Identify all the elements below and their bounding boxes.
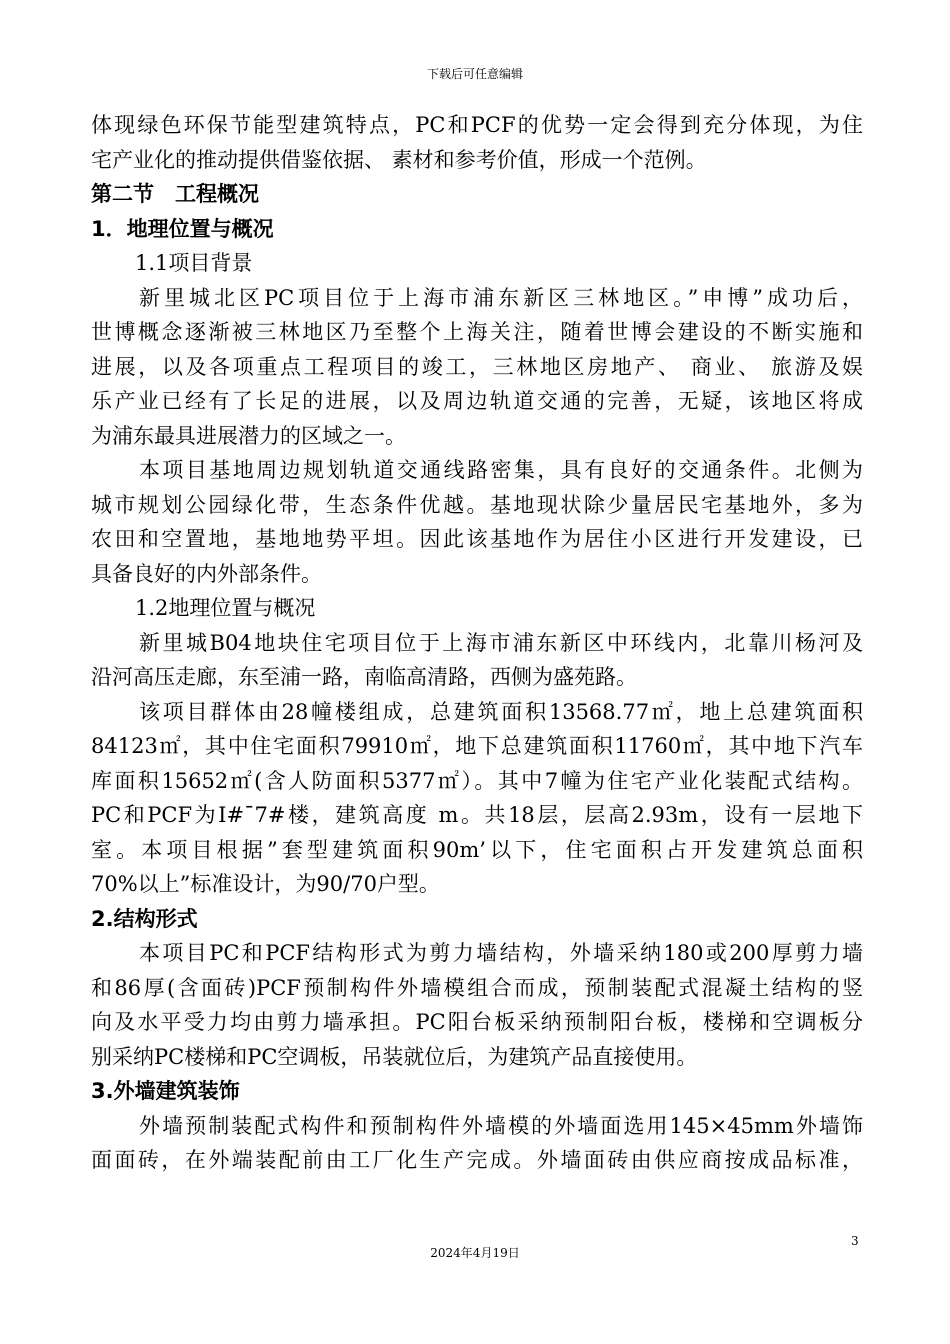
- paragraph-line: 具备良好的内外部条件。: [91, 561, 322, 586]
- page-footer-date: 2024年4月19日: [430, 1246, 520, 1260]
- paragraph-line: 70%以上”标准设计，为90/70户型。: [91, 872, 440, 896]
- paragraph-line: 和86厚(含面砖)PCF预制构件外墙模组合而成，预制装配式混凝土结构的竖: [91, 975, 863, 1000]
- paragraph-line: 本项目PC和PCF结构形式为剪力墙结构，外墙采纳180或200厚剪力墙: [139, 941, 863, 965]
- paragraph-line: 库面积15652㎡(含人防面积5377㎡）。其中7幢为住宅产业化装配式结构。: [91, 768, 863, 793]
- paragraph-line: 别采纳PC楼梯和PC空调板，吊装就位后，为建筑产品直接使用。: [91, 1044, 698, 1069]
- subheading-1-1: 1.1项目背景: [135, 251, 253, 275]
- paragraph-line: 农田和空置地，基地地势平坦。因此该基地作为居住小区进行开发建设，已: [91, 527, 863, 551]
- paragraph-line: 本项目基地周边规划轨道交通线路密集，具有良好的交通条件。北侧为: [139, 458, 863, 482]
- subheading-1-2: 1.2地理位置与概况: [135, 596, 316, 620]
- heading-2: 2.结构形式: [91, 906, 198, 931]
- paragraph-line: 世博概念逐渐被三林地区乃至整个上海关注，随着世博会建设的不断实施和: [91, 320, 863, 344]
- paragraph-line: 宅产业化的推动提供借鉴依据、 素材和参考价值，形成一个范例。: [91, 147, 707, 172]
- paragraph-line: PC和PCF为I#ˉ7#楼，建筑高度 m。共18层，层高2.93m，设有一层地下: [91, 803, 863, 827]
- paragraph-line: 面面砖，在外端装配前由工厂化生产完成。外墙面砖由供应商按成品标准，: [91, 1148, 863, 1172]
- paragraph-line: 进展，以及各项重点工程项目的竣工，三林地区房地产、 商业、 旅游及娱: [91, 354, 863, 379]
- page-number: 3: [851, 1234, 859, 1248]
- paragraph-line: 室。本项目根据”套型建筑面积90m’以下，住宅面积占开发建筑总面积: [91, 837, 863, 862]
- document-body: [91, 108, 863, 1178]
- paragraph-line: 新里城北区PC项目位于上海市浦东新区三林地区。”申博”成功后，: [139, 285, 863, 310]
- paragraph-line: 城市规划公园绿化带，生态条件优越。基地现状除少量居民宅基地外，多为: [91, 492, 863, 517]
- paragraph-line: 新里城B04地块住宅项目位于上海市浦东新区中环线内，北靠川杨河及: [139, 630, 863, 655]
- paragraph-line: 沿河高压走廊，东至浦一路，南临高清路，西侧为盛苑路。: [91, 665, 637, 689]
- paragraph-line: 外墙预制装配式构件和预制构件外墙模的外墙面选用145×45mm外墙饰: [139, 1113, 863, 1138]
- paragraph-line: 该项目群体由28幢楼组成，总建筑面积13568.77㎡，地上总建筑面积: [139, 699, 863, 724]
- heading-3: 3.外墙建筑装饰: [91, 1079, 240, 1103]
- paragraph-line: 为浦东最具进展潜力的区域之一。: [91, 423, 406, 448]
- page-header: 下载后可任意编辑: [426, 67, 523, 81]
- paragraph-line: 向及水平受力均由剪力墙承担。PC阳台板采纳预制阳台板，楼梯和空调板分: [91, 1010, 863, 1034]
- section-title: 第二节 工程概况: [91, 182, 259, 206]
- paragraph-line: 体现绿色环保节能型建筑特点，PC和PCF的优势一定会得到充分体现，为住: [91, 113, 863, 137]
- paragraph-line: 84123㎡，其中住宅面积79910㎡，地下总建筑面积11760㎡，其中地下汽车: [91, 734, 863, 758]
- paragraph-line: 乐产业已经有了长足的进展，以及周边轨道交通的完善，无疑，该地区将成: [91, 389, 863, 413]
- heading-1: 1．地理位置与概况: [91, 216, 274, 241]
